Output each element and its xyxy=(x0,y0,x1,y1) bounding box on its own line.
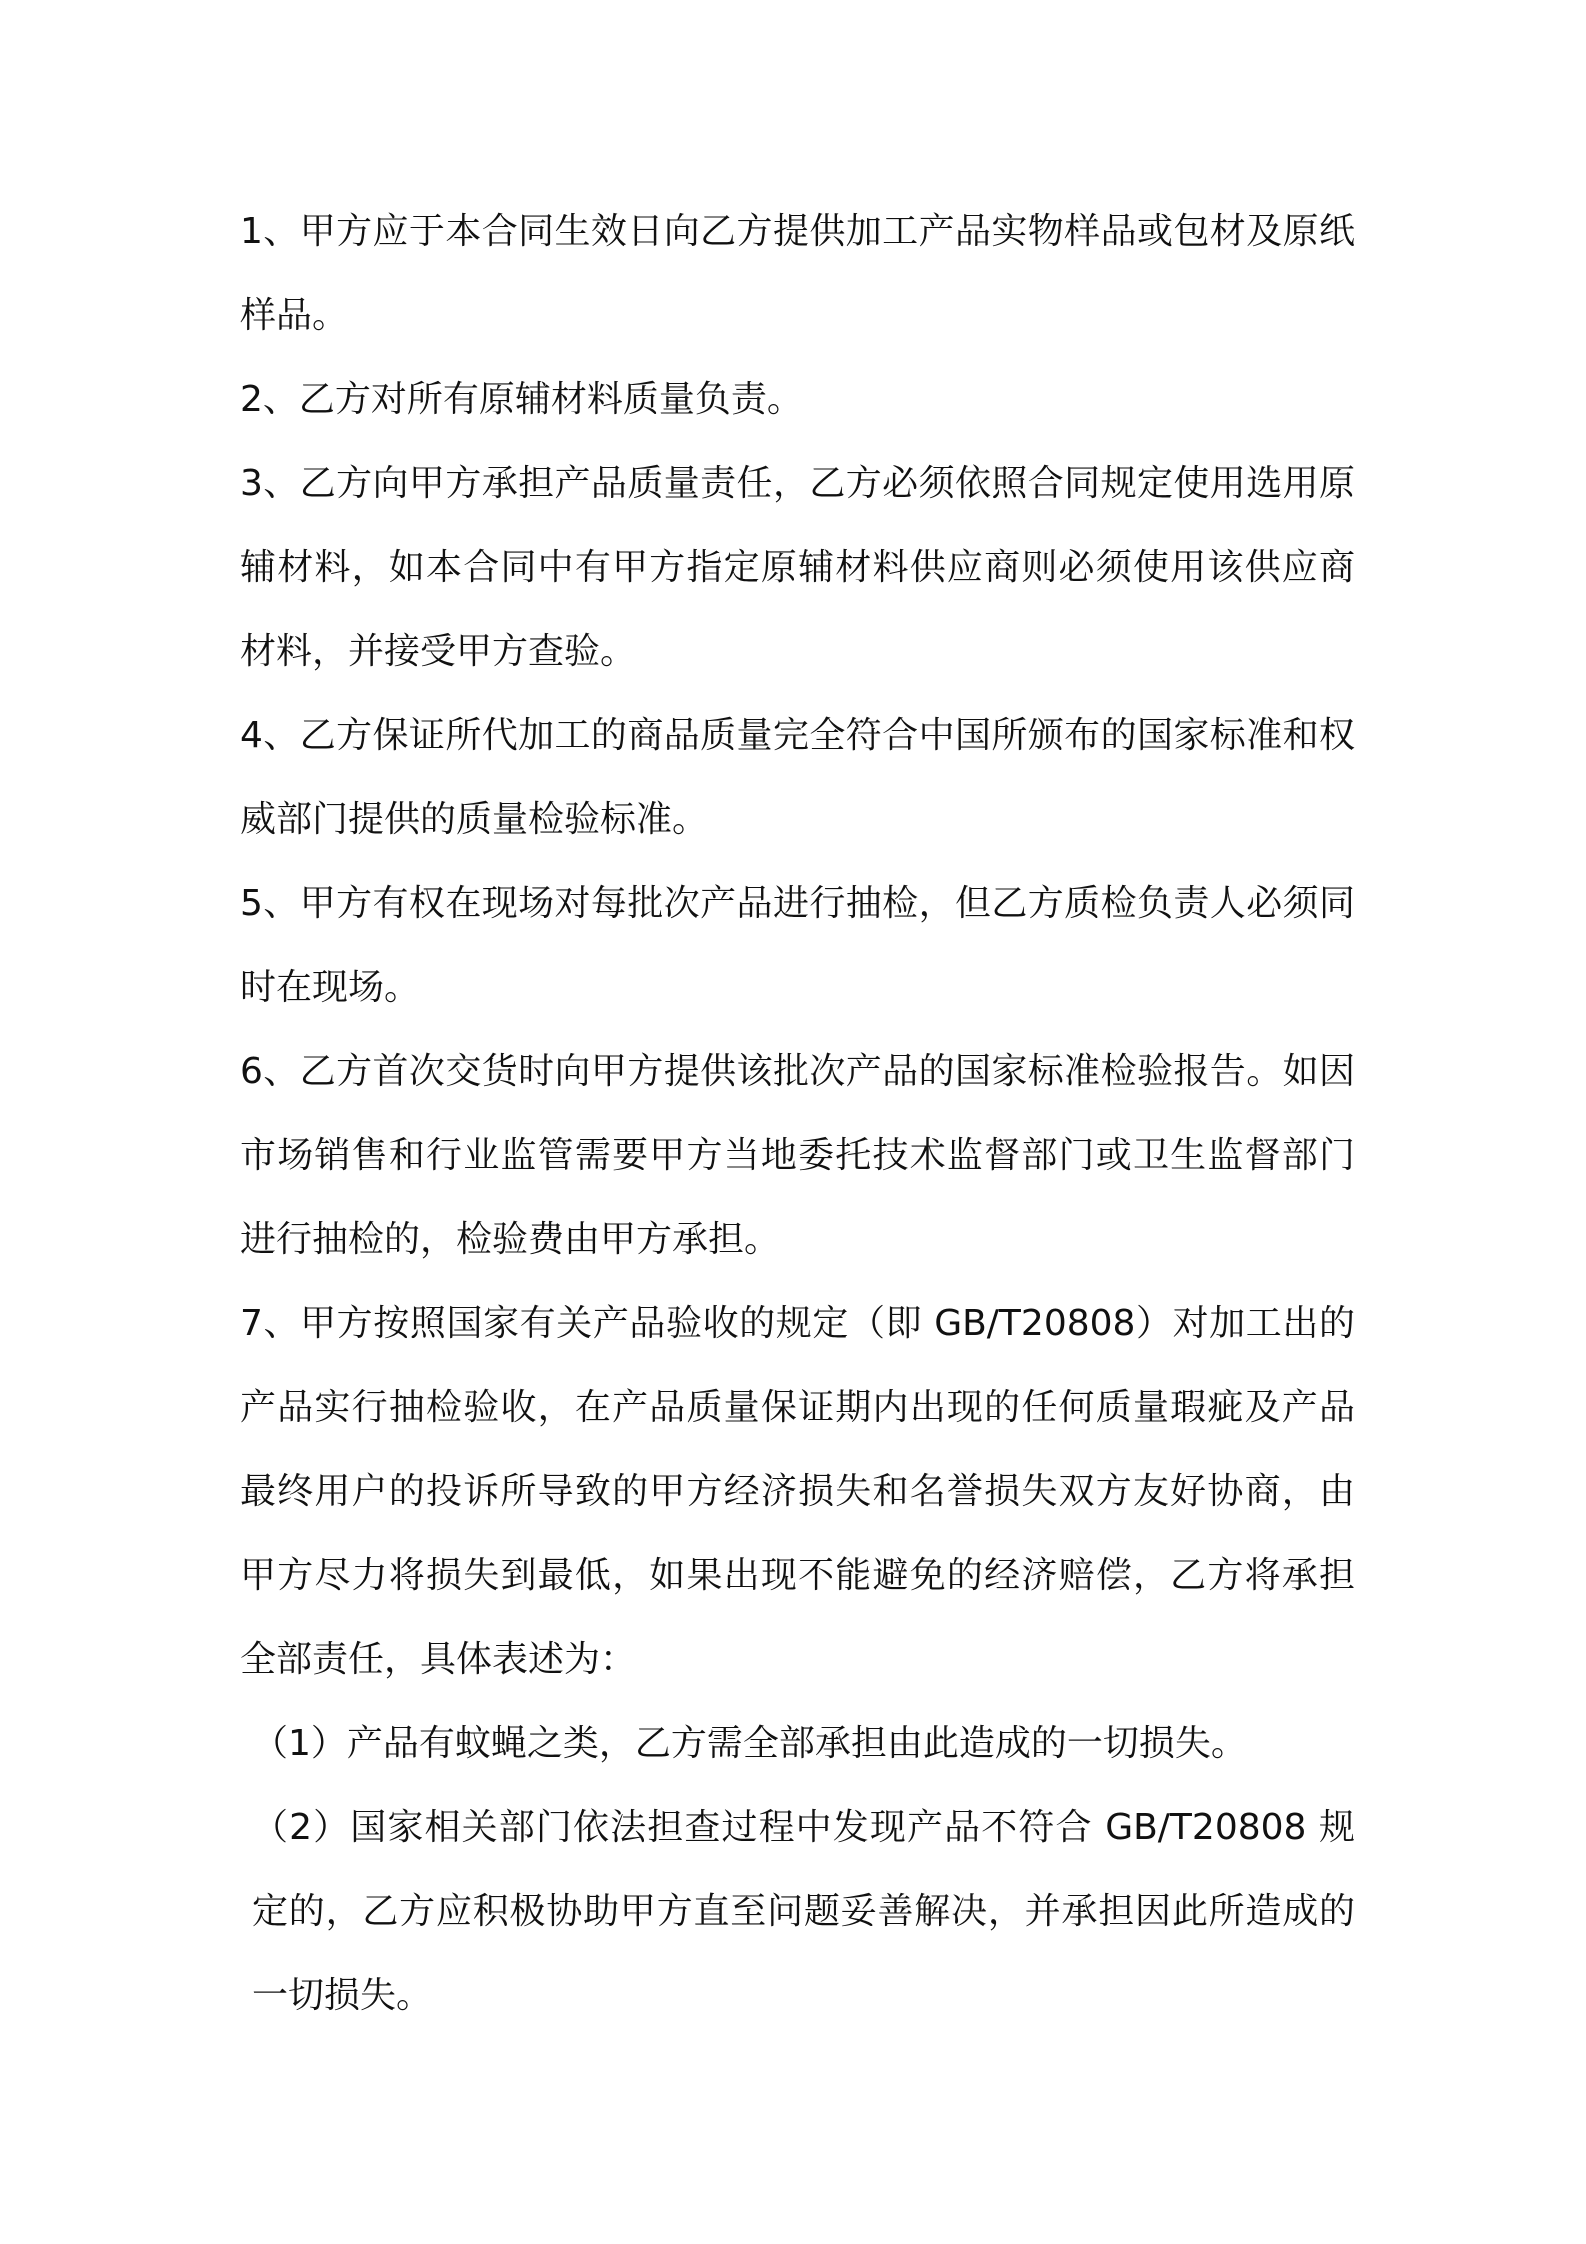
document-page xyxy=(240,190,1355,2038)
clause-5: 5、甲方有权在现场对每批次产品进行抽检，但乙方质检负责人必须同时在现场。 xyxy=(240,883,1355,1008)
clause-7-item-2: （2）国家相关部门依法担查过程中发现产品不符合 GB/T20808 规定的，乙方应积极协助甲方直至问题妥善解决，并承担因此所造成的一切损失。 xyxy=(252,1807,1355,2016)
clause-7-item-1: （1）产品有蚊蝇之类，乙方需全部承担由此造成的一切损失。 xyxy=(252,1723,1247,1764)
clause-7: 7、甲方按照国家有关产品验收的规定（即 GB/T20808）对加工出的产品实行抽检验收，在产品质量保证期内出现的任何质量瑕疵及产品最终用户的投诉所导致的甲方经济损失和名誉损失双方友好协商，由甲方尽力将损失到最低，如果出现不能避免的经济赔偿，乙方将承担全部责任，具体表述为： xyxy=(240,1303,1355,1680)
clause-3: 3、乙方向甲方承担产品质量责任，乙方必须依照合同规定使用选用原辅材料，如本合同中有甲方指定原辅材料供应商则必须使用该供应商材料，并接受甲方查验。 xyxy=(240,463,1355,672)
clause-6: 6、乙方首次交货时向甲方提供该批次产品的国家标准检验报告。如因市场销售和行业监管需要甲方当地委托技术监督部门或卫生监督部门进行抽检的，检验费由甲方承担。 xyxy=(240,1051,1355,1260)
clause-2: 2、乙方对所有原辅材料质量负责。 xyxy=(240,379,803,420)
clause-4: 4、乙方保证所代加工的商品质量完全符合中国所颁布的国家标准和权威部门提供的质量检验标准。 xyxy=(240,715,1355,840)
clause-1: 1、甲方应于本合同生效日向乙方提供加工产品实物样品或包材及原纸样品。 xyxy=(240,211,1355,336)
